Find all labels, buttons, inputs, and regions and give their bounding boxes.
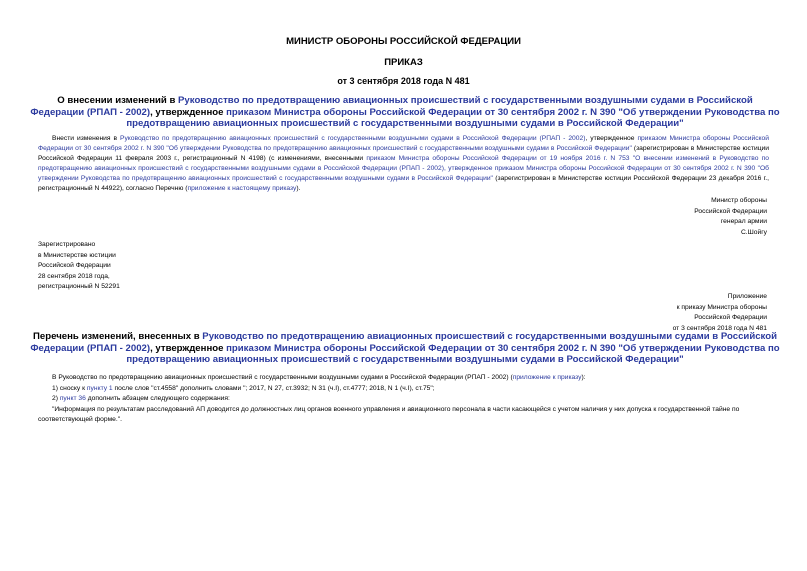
heading-link-guide[interactable]: Руководство по предотвращению авиационных происшествий с государственными воздушными судами в Российской Федерации (РПАП - 2002) <box>30 95 753 118</box>
item1-link-clause-1[interactable]: пункту 1 <box>86 384 113 392</box>
body-link-order-390[interactable]: приказом Министра обороны Российской Федерации от 30 сентября 2002 г. N 390 "Об утверждении Руководства по предотвращению авиационных происшествий с государственными воздушными судами в Российской Федерации" <box>38 135 769 152</box>
list-heading-prefix: Перечень изменений, внесенных в <box>33 331 203 342</box>
registration-number: регистрационный N 52291 <box>38 283 120 290</box>
item1-text-b: после слов "ст.4558" дополнить словами "; 2017, N 27, ст.3932; N 31 (ч.I), ст.4777; 2018, N 1 (ч.I), ст.75"; <box>112 384 435 392</box>
annex-block <box>567 292 767 334</box>
annex-line: Приложение <box>727 293 767 300</box>
changes-list-heading <box>30 331 780 366</box>
order-title: ПРИКАЗ <box>384 57 423 68</box>
signature-block <box>607 196 767 238</box>
signature-line: генерал армии <box>720 218 767 225</box>
list-item <box>38 384 769 395</box>
registration-date: 28 сентября 2018 года, <box>38 272 110 280</box>
annex-line: от 3 сентября 2018 года N 481 <box>672 324 767 332</box>
signature-name: С.Шойгу <box>740 228 767 236</box>
body-text-2: , утвержденное <box>585 135 638 142</box>
annex-line: к приказу Министра обороны <box>676 303 767 311</box>
registration-block <box>38 240 120 293</box>
order-heading <box>30 95 780 130</box>
list-heading-middle: , утвержденное <box>150 342 227 354</box>
body-link-annex[interactable]: приложение к настоящему приказу <box>187 185 297 192</box>
ministry-title: МИНИСТР ОБОРОНЫ РОССИЙСКОЙ ФЕДЕРАЦИИ <box>286 36 521 47</box>
registration-line: Российской Федерации <box>38 262 111 269</box>
registration-line: в Министерстве юстиции <box>38 251 116 259</box>
list-heading-link-order-390[interactable]: приказом Министра обороны Российской Федерации от 30 сентября 2002 г. N 390 "Об утверждении Руководства по предотвращению авиационных происшествий с государственными воздушными судами в Российской Федерации" <box>126 342 780 365</box>
list-intro-end: ): <box>581 374 586 381</box>
item2-text-b: дополнить абзацем следующего содержания: <box>85 395 230 402</box>
body-text-4: (зарегистрирован в Министерстве юстиции Российской Федерации 23 декабря 2016 г., регистрационный N 44922), согласно Перечню ( <box>38 175 769 192</box>
changes-list <box>38 373 769 426</box>
list-heading-link-guide[interactable]: Руководство по предотвращению авиационных происшествий с государственными воздушными судами в Российской Федерации (РПАП - 2002) <box>30 331 777 354</box>
heading-middle: , утвержденное <box>150 106 227 118</box>
body-link-order-753[interactable]: приказом Министра обороны Российской Федерации от 19 ноября 2016 г. N 753 "О внесении изменений в Руководство по предотвращению авиационных происшествий с государственными воздушными судами в Российской Федерации (РПАП - 2002), утвержденное приказом Министра обороны Российской Федерации от 30 сентября 2002 г. N 390 "Об утверждении Руководства по предотвращению авиационных происшествий с государственными воздушными судами в Российской Федерации" <box>38 155 769 182</box>
list-item-quote: "Информация по результатам расследований АП доводится до должностных лиц органов военного управления и авиационного персонала в части касающейся с учетом наличия у них допуска к государственной тайне по соответствующей форме.". <box>38 405 740 423</box>
signature-line: Министр обороны <box>711 197 767 204</box>
list-item <box>38 394 769 405</box>
body-text-1: Внести изменения в <box>52 135 120 142</box>
order-body-paragraph <box>38 134 769 194</box>
list-intro <box>38 373 769 384</box>
body-text-5: ). <box>296 185 301 192</box>
list-intro-text: В Руководство по предотвращению авиационных происшествий с государственными воздушными судами в Российской Федерации (РПАП - 2002) ( <box>52 374 513 381</box>
heading-link-order-390[interactable]: приказом Министра обороны Российской Федерации от 30 сентября 2002 г. N 390 "Об утверждении Руководства по предотвращению авиационных происшествий с государственными воздушными судами в Российской Федерации" <box>126 106 780 129</box>
body-text-3: (зарегистрирован в Министерстве юстиции Российской Федерации 11 февраля 2003 г., регистрационный N 4198) (с изменениями, внесенными <box>38 145 769 162</box>
heading-prefix: О внесении изменений в <box>57 95 179 106</box>
signature-line: Российской Федерации <box>694 207 767 215</box>
registration-line: Зарегистрировано <box>38 241 96 248</box>
item2-text-a: 2) <box>52 395 60 402</box>
item2-link-clause-36[interactable]: пункт 36 <box>59 395 86 402</box>
order-date-number: от 3 сентября 2018 года N 481 <box>337 76 470 86</box>
body-link-guide[interactable]: Руководство по предотвращению авиационных происшествий с государственными воздушными судами в Российской Федерации (РПАП - 2002) <box>119 135 586 142</box>
item1-text-a: 1) сноску к <box>52 384 87 392</box>
annex-line: Российской Федерации <box>694 314 767 321</box>
list-intro-link-annex[interactable]: приложение к приказу <box>512 374 582 381</box>
